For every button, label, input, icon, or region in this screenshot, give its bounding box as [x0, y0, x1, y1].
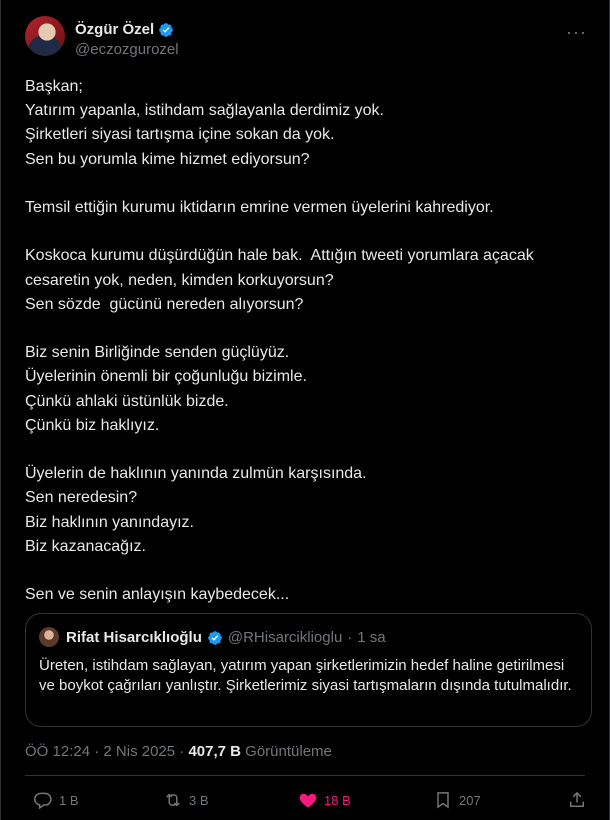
- author-handle[interactable]: @eczozgurozel: [75, 41, 179, 58]
- tweet-text: Başkan; Yatırım yapanla, istihdam sağlayanla derdimiz yok. Şirketleri siyasi tartışma içine sokan da yok. Sen bu yorumla kime hizmet ediyorsun? Temsil ettiğin kurumu iktidarın emrine vermen üyelerini kahrediyor. Koskoca kurumu düşürdüğün hale bak. Attığın tweeti yorumlara açacak cesaretin yok, neden, kimden korkuyorsun? Sen sözde gücünü nereden alıyorsun? Biz senin Birliğinde senden güçlüyüz. Üyelerinin önemli bir çoğunluğu bizimle. Çünkü ahlaki üstünlük bizde. Çünkü biz haklıyız. Üyelerin de haklının yanında zulmün karşısında. Sen neredesin? Biz haklının yanındayız. Biz kazanacağız. Sen ve senin anlayışın kaybedecek...: [25, 78, 534, 604]
- reply-button[interactable]: [33, 790, 79, 810]
- quoted-verified-badge-icon: [207, 630, 223, 646]
- quoted-tweet[interactable]: [25, 613, 592, 727]
- quoted-separator: ·: [347, 629, 353, 646]
- tweet-time[interactable]: ÖÖ 12:24: [25, 743, 91, 760]
- quoted-timestamp[interactable]: 1 sa: [357, 629, 386, 646]
- repost-count: 3 B: [189, 792, 209, 808]
- quoted-meta: [66, 629, 386, 646]
- share-button[interactable]: [567, 790, 587, 810]
- tweet-header: [25, 14, 593, 64]
- heart-icon: [298, 790, 318, 810]
- verified-badge-icon: [158, 22, 174, 38]
- share-icon: [567, 790, 587, 810]
- meta-separator-2: ·: [179, 743, 185, 760]
- divider: [25, 775, 585, 776]
- like-button[interactable]: [298, 790, 351, 810]
- bookmark-icon: [433, 790, 453, 810]
- bookmark-count: 207: [459, 792, 481, 808]
- view-label: Görüntüleme: [245, 743, 332, 760]
- meta-separator: ·: [94, 743, 100, 760]
- like-count: 18 B: [324, 792, 351, 808]
- tweet-metadata: [25, 743, 332, 760]
- reply-count: 1 B: [59, 792, 79, 808]
- repost-button[interactable]: [163, 790, 209, 810]
- view-count: 407,7 B: [188, 743, 241, 760]
- quoted-author-avatar[interactable]: [39, 627, 59, 647]
- repost-icon: [163, 790, 183, 810]
- author-name[interactable]: Özgür Özel: [75, 21, 155, 38]
- quoted-author-handle[interactable]: @RHisarciklioglu: [227, 629, 343, 646]
- bookmark-button[interactable]: [433, 790, 481, 810]
- reply-icon: [33, 790, 53, 810]
- tweet-date[interactable]: 2 Nis 2025: [103, 743, 176, 760]
- author-name-row: [75, 21, 174, 38]
- more-options-icon[interactable]: ···: [566, 22, 587, 42]
- quoted-text: Üreten, istihdam sağlayan, yatırım yapan şirketlerimizin hedef haline getirilmesi ve boykot çağrıları yanlıştır. Şirketlerimiz siyasi tartışmaların dışında tutulmalıdır.: [39, 657, 572, 694]
- quoted-author-name[interactable]: Rifat Hisarcıklıoğlu: [66, 629, 202, 646]
- author-avatar[interactable]: [25, 16, 65, 56]
- action-bar: [25, 790, 589, 816]
